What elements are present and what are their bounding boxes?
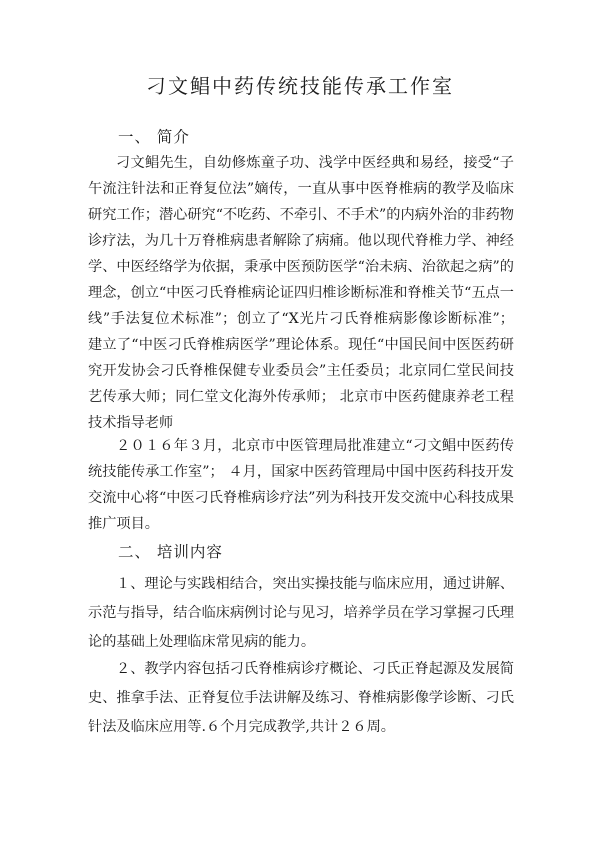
document-title: 刁文鲳中药传统技能传承工作室 — [146, 74, 454, 98]
training-paragraph-1: １、理论与实践相结合，突出实操技能与临床应用，通过讲解、示范与指导，结合临床病例讨论与见习，培养学员在学习掌握刁氏理论的基础上处理临床常见病的能力。 — [88, 576, 514, 650]
intro-paragraph-biography: 刁文鲳先生，自幼修炼童子功、浅学中医经典和易经，接受“子午流注针法和正脊复位法”嫡传，一直从事中医脊椎病的教学及临床研究工作；潜心研究“不吃药、不牵引、不手术”的内病外治的非药物诊疗法，为几十万脊椎病患者解除了病痛。他以现代脊椎力学、神经学、中医经络学为依据，秉承中医预防医学“治未病、治欲起之病”的理念，创立“中医刁氏脊椎病论证四归椎诊断标准和脊椎关节“五点一线”手法复位术标准”；创立了“X光片刁氏脊椎病影像诊断标准”； 建立了“中医刁氏脊椎病医学”理论体系。现任“中国民间中医医药研究开发协会刁氏脊椎保健专业委员会”主任委员；北京同仁堂民间技艺传承大师；同仁堂文化海外传承师； 北京市中医药健康养老工程技术指导老师 — [88, 155, 514, 431]
intro-paragraph-studio-founding: ２０１６年３月，北京市中医管理局批准建立“刁文鲳中医药传统技能传承工作室”； ４月，国家中医药管理局中国中医药科技开发交流中心将“中医刁氏脊椎病诊疗法”列为科技开发交流中心科技成果推广项目。 — [88, 438, 514, 532]
section-heading-training: 二、 培训内容 — [118, 543, 223, 561]
training-paragraph-2: ２、教学内容包括刁氏脊椎病诊疗概论、刁氏正脊起源及发展简史、推拿手法、正脊复位手法讲解及练习、脊椎病影像学诊断、刁氏针法及临床应用等.６个月完成教学,共计２６周。 — [88, 661, 514, 735]
section-heading-intro: 一、 简介 — [118, 128, 190, 146]
